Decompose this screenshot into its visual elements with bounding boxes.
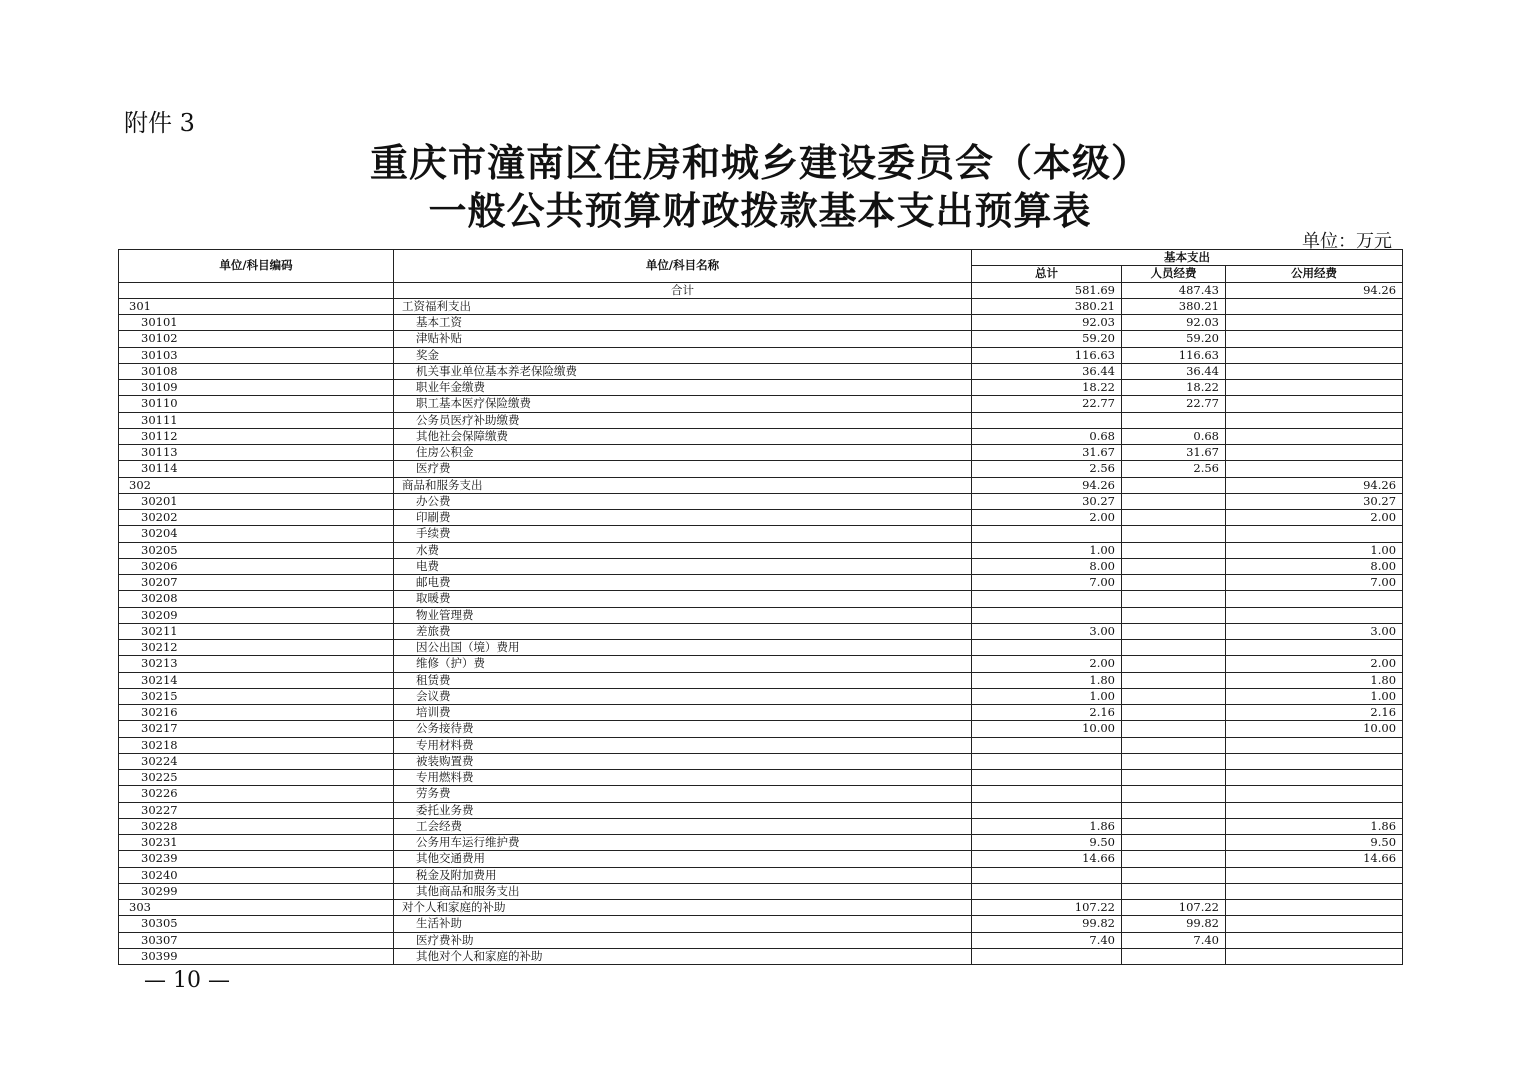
row-code: 30201 (119, 493, 394, 509)
row-total: 92.03 (972, 315, 1122, 331)
row-personnel: 36.44 (1122, 363, 1226, 379)
row-code: 30209 (119, 607, 394, 623)
header-basic-expenditure: 基本支出 (972, 250, 1403, 266)
row-personnel (1122, 623, 1226, 639)
row-name: 商品和服务支出 (394, 477, 972, 493)
row-public (1226, 932, 1403, 948)
row-name: 维修（护）费 (394, 656, 972, 672)
row-personnel: 116.63 (1122, 347, 1226, 363)
row-code: 30103 (119, 347, 394, 363)
row-total: 1.00 (972, 542, 1122, 558)
row-public: 3.00 (1226, 623, 1403, 639)
row-code: 30205 (119, 542, 394, 558)
row-public: 14.66 (1226, 851, 1403, 867)
row-total: 380.21 (972, 298, 1122, 314)
row-personnel (1122, 542, 1226, 558)
table-row (119, 948, 1403, 964)
row-public: 1.00 (1226, 688, 1403, 704)
table-row (119, 510, 1403, 526)
row-public: 1.00 (1226, 542, 1403, 558)
row-name: 水费 (394, 542, 972, 558)
row-public (1226, 298, 1403, 314)
row-personnel: 107.22 (1122, 900, 1226, 916)
row-total: 36.44 (972, 363, 1122, 379)
row-total: 94.26 (972, 477, 1122, 493)
row-personnel: 59.20 (1122, 331, 1226, 347)
row-name: 其他对个人和家庭的补助 (394, 948, 972, 964)
row-code: 30213 (119, 656, 394, 672)
row-total (972, 867, 1122, 883)
table-row (119, 477, 1403, 493)
row-total (972, 526, 1122, 542)
row-code: 30202 (119, 510, 394, 526)
table-row (119, 656, 1403, 672)
row-name: 其他交通费用 (394, 851, 972, 867)
row-public (1226, 363, 1403, 379)
row-personnel (1122, 526, 1226, 542)
row-total: 1.80 (972, 672, 1122, 688)
header-total: 总计 (972, 266, 1122, 282)
row-code: 30217 (119, 721, 394, 737)
row-public (1226, 770, 1403, 786)
row-public (1226, 737, 1403, 753)
row-code: 30108 (119, 363, 394, 379)
row-code: 30208 (119, 591, 394, 607)
row-code: 301 (119, 298, 394, 314)
row-name: 公务接待费 (394, 721, 972, 737)
table-row (119, 493, 1403, 509)
row-code: 30228 (119, 818, 394, 834)
row-personnel (1122, 851, 1226, 867)
row-total: 99.82 (972, 916, 1122, 932)
table-row (119, 932, 1403, 948)
table-row (119, 770, 1403, 786)
row-total (972, 640, 1122, 656)
row-public: 10.00 (1226, 721, 1403, 737)
row-personnel (1122, 688, 1226, 704)
table-row (119, 818, 1403, 834)
row-public (1226, 607, 1403, 623)
attachment-label: 附件 3 (124, 109, 195, 137)
row-name: 培训费 (394, 705, 972, 721)
row-total (972, 607, 1122, 623)
table-row (119, 331, 1403, 347)
row-name: 机关事业单位基本养老保险缴费 (394, 363, 972, 379)
row-personnel (1122, 591, 1226, 607)
row-name: 物业管理费 (394, 607, 972, 623)
table-row (119, 705, 1403, 721)
table-row (119, 347, 1403, 363)
row-name: 住房公积金 (394, 445, 972, 461)
row-total (972, 737, 1122, 753)
table-row (119, 802, 1403, 818)
row-total: 2.56 (972, 461, 1122, 477)
page-title-line1: 重庆市潼南区住房和城乡建设委员会（本级） (369, 140, 1150, 185)
table-row (119, 558, 1403, 574)
row-name: 工会经费 (394, 818, 972, 834)
row-name: 会议费 (394, 688, 972, 704)
table-row (119, 867, 1403, 883)
row-total: 22.77 (972, 396, 1122, 412)
row-name: 津贴补贴 (394, 331, 972, 347)
row-code: 30215 (119, 688, 394, 704)
row-total: 116.63 (972, 347, 1122, 363)
row-code: 30207 (119, 575, 394, 591)
row-code (119, 282, 394, 298)
row-personnel: 487.43 (1122, 282, 1226, 298)
table-row (119, 396, 1403, 412)
row-name: 基本工资 (394, 315, 972, 331)
row-total: 2.00 (972, 510, 1122, 526)
budget-table (118, 249, 1403, 965)
table-row (119, 526, 1403, 542)
header-code: 单位/科目编码 (119, 250, 394, 283)
row-public (1226, 461, 1403, 477)
row-public (1226, 380, 1403, 396)
row-total (972, 786, 1122, 802)
row-name: 医疗费补助 (394, 932, 972, 948)
row-personnel (1122, 510, 1226, 526)
row-name: 租赁费 (394, 672, 972, 688)
table-row (119, 607, 1403, 623)
row-code: 30218 (119, 737, 394, 753)
row-name: 公务员医疗补助缴费 (394, 412, 972, 428)
row-personnel (1122, 412, 1226, 428)
table-row (119, 461, 1403, 477)
row-personnel (1122, 802, 1226, 818)
row-personnel (1122, 883, 1226, 899)
table-row (119, 851, 1403, 867)
row-personnel (1122, 705, 1226, 721)
row-name: 专用材料费 (394, 737, 972, 753)
row-personnel: 92.03 (1122, 315, 1226, 331)
row-total: 107.22 (972, 900, 1122, 916)
row-total (972, 883, 1122, 899)
table-row (119, 428, 1403, 444)
row-personnel (1122, 867, 1226, 883)
row-personnel (1122, 575, 1226, 591)
row-public (1226, 916, 1403, 932)
row-name: 工资福利支出 (394, 298, 972, 314)
row-total: 0.68 (972, 428, 1122, 444)
row-personnel (1122, 493, 1226, 509)
table-row (119, 380, 1403, 396)
row-public (1226, 315, 1403, 331)
table-row (119, 412, 1403, 428)
row-code: 30307 (119, 932, 394, 948)
row-public (1226, 591, 1403, 607)
row-personnel (1122, 558, 1226, 574)
row-code: 30101 (119, 315, 394, 331)
table-row (119, 298, 1403, 314)
row-total: 59.20 (972, 331, 1122, 347)
row-name: 对个人和家庭的补助 (394, 900, 972, 916)
row-name: 手续费 (394, 526, 972, 542)
table-row (119, 542, 1403, 558)
row-name: 生活补助 (394, 916, 972, 932)
row-code: 30231 (119, 835, 394, 851)
table-row (119, 363, 1403, 379)
row-public: 2.00 (1226, 656, 1403, 672)
header-name: 单位/科目名称 (394, 250, 972, 283)
row-code: 30206 (119, 558, 394, 574)
row-personnel (1122, 737, 1226, 753)
row-public (1226, 526, 1403, 542)
row-name: 因公出国（境）费用 (394, 640, 972, 656)
row-public (1226, 867, 1403, 883)
row-public: 94.26 (1226, 477, 1403, 493)
row-public (1226, 428, 1403, 444)
row-personnel (1122, 656, 1226, 672)
row-name: 印刷费 (394, 510, 972, 526)
row-code: 30112 (119, 428, 394, 444)
header-public: 公用经费 (1226, 266, 1403, 282)
page-title-line2: 一般公共预算财政拨款基本支出预算表 (428, 188, 1092, 233)
row-name: 税金及附加费用 (394, 867, 972, 883)
table-row (119, 282, 1403, 298)
row-personnel: 22.77 (1122, 396, 1226, 412)
table-row (119, 688, 1403, 704)
row-total: 18.22 (972, 380, 1122, 396)
row-total: 30.27 (972, 493, 1122, 509)
row-code: 30102 (119, 331, 394, 347)
row-code: 30109 (119, 380, 394, 396)
row-total (972, 770, 1122, 786)
row-personnel: 99.82 (1122, 916, 1226, 932)
row-name: 其他商品和服务支出 (394, 883, 972, 899)
row-name: 其他社会保障缴费 (394, 428, 972, 444)
row-code: 30113 (119, 445, 394, 461)
row-name: 电费 (394, 558, 972, 574)
row-code: 30227 (119, 802, 394, 818)
row-total: 10.00 (972, 721, 1122, 737)
header-personnel: 人员经费 (1122, 266, 1226, 282)
row-public: 1.86 (1226, 818, 1403, 834)
row-code: 30114 (119, 461, 394, 477)
row-code: 30110 (119, 396, 394, 412)
row-public (1226, 640, 1403, 656)
row-personnel (1122, 753, 1226, 769)
row-name: 医疗费 (394, 461, 972, 477)
row-personnel (1122, 948, 1226, 964)
row-code: 30399 (119, 948, 394, 964)
row-public: 94.26 (1226, 282, 1403, 298)
row-name: 被装购置费 (394, 753, 972, 769)
table-row (119, 672, 1403, 688)
row-public (1226, 948, 1403, 964)
row-total: 1.86 (972, 818, 1122, 834)
row-total: 8.00 (972, 558, 1122, 574)
row-code: 302 (119, 477, 394, 493)
row-personnel (1122, 640, 1226, 656)
row-code: 30226 (119, 786, 394, 802)
row-total (972, 591, 1122, 607)
row-total (972, 948, 1122, 964)
table-row (119, 737, 1403, 753)
row-personnel (1122, 721, 1226, 737)
row-total (972, 753, 1122, 769)
row-public: 9.50 (1226, 835, 1403, 851)
row-code: 30224 (119, 753, 394, 769)
row-public (1226, 331, 1403, 347)
row-public (1226, 753, 1403, 769)
row-code: 30204 (119, 526, 394, 542)
row-personnel (1122, 818, 1226, 834)
row-total: 7.00 (972, 575, 1122, 591)
row-personnel: 7.40 (1122, 932, 1226, 948)
row-name: 职业年金缴费 (394, 380, 972, 396)
unit-label: 单位：万元 (1302, 231, 1392, 252)
row-public: 7.00 (1226, 575, 1403, 591)
row-personnel (1122, 770, 1226, 786)
table-row (119, 315, 1403, 331)
row-total: 31.67 (972, 445, 1122, 461)
table-row (119, 753, 1403, 769)
table-row (119, 835, 1403, 851)
row-code: 30225 (119, 770, 394, 786)
row-public (1226, 786, 1403, 802)
row-personnel: 0.68 (1122, 428, 1226, 444)
row-code: 30212 (119, 640, 394, 656)
row-name: 职工基本医疗保险缴费 (394, 396, 972, 412)
row-code: 303 (119, 900, 394, 916)
row-name: 取暖费 (394, 591, 972, 607)
table-row (119, 900, 1403, 916)
row-code: 30214 (119, 672, 394, 688)
row-name: 差旅费 (394, 623, 972, 639)
row-code: 30239 (119, 851, 394, 867)
row-code: 30305 (119, 916, 394, 932)
row-personnel: 2.56 (1122, 461, 1226, 477)
row-total: 9.50 (972, 835, 1122, 851)
table-row (119, 786, 1403, 802)
table-row (119, 916, 1403, 932)
row-name: 公务用车运行维护费 (394, 835, 972, 851)
page-number: — 10 — (144, 968, 230, 993)
table-row (119, 721, 1403, 737)
row-code: 30216 (119, 705, 394, 721)
row-name: 奖金 (394, 347, 972, 363)
row-total: 3.00 (972, 623, 1122, 639)
row-public (1226, 883, 1403, 899)
row-total: 581.69 (972, 282, 1122, 298)
row-total (972, 412, 1122, 428)
row-public (1226, 347, 1403, 363)
row-name: 办公费 (394, 493, 972, 509)
table-row (119, 883, 1403, 899)
row-public (1226, 900, 1403, 916)
table-row (119, 640, 1403, 656)
table-row (119, 575, 1403, 591)
row-code: 30240 (119, 867, 394, 883)
row-name: 委托业务费 (394, 802, 972, 818)
row-code: 30211 (119, 623, 394, 639)
row-total: 7.40 (972, 932, 1122, 948)
row-public (1226, 412, 1403, 428)
row-personnel (1122, 672, 1226, 688)
row-code: 30299 (119, 883, 394, 899)
row-personnel (1122, 835, 1226, 851)
row-personnel: 18.22 (1122, 380, 1226, 396)
row-total: 2.16 (972, 705, 1122, 721)
row-public: 1.80 (1226, 672, 1403, 688)
row-name: 邮电费 (394, 575, 972, 591)
row-total: 14.66 (972, 851, 1122, 867)
row-total: 1.00 (972, 688, 1122, 704)
row-name: 专用燃料费 (394, 770, 972, 786)
row-public: 2.00 (1226, 510, 1403, 526)
table-body (119, 282, 1403, 965)
table-row (119, 591, 1403, 607)
row-public (1226, 396, 1403, 412)
row-personnel (1122, 607, 1226, 623)
row-public: 8.00 (1226, 558, 1403, 574)
row-personnel (1122, 477, 1226, 493)
row-personnel (1122, 786, 1226, 802)
row-code: 30111 (119, 412, 394, 428)
table-row (119, 623, 1403, 639)
row-name: 合计 (394, 282, 972, 298)
row-name: 劳务费 (394, 786, 972, 802)
row-public: 2.16 (1226, 705, 1403, 721)
row-total (972, 802, 1122, 818)
row-public (1226, 802, 1403, 818)
row-public: 30.27 (1226, 493, 1403, 509)
row-public (1226, 445, 1403, 461)
table-row (119, 445, 1403, 461)
row-total: 2.00 (972, 656, 1122, 672)
row-personnel: 31.67 (1122, 445, 1226, 461)
table-header (119, 250, 1403, 283)
row-personnel: 380.21 (1122, 298, 1226, 314)
